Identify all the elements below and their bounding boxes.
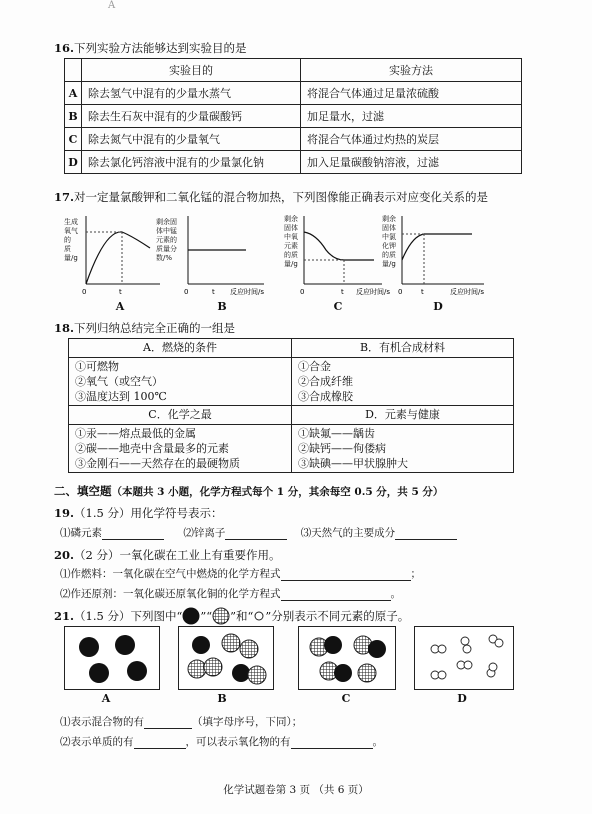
box-c-label: C: [341, 692, 351, 705]
svg-text:剩余: 剩余: [284, 215, 298, 223]
svg-text:剩余固: 剩余固: [156, 218, 177, 226]
table-row: [65, 128, 522, 151]
curve: [86, 232, 150, 284]
q21-sub-1: [60, 714, 302, 729]
graph-c-ylabel: [284, 214, 298, 268]
svg-text:中氯: 中氯: [382, 233, 396, 241]
cell-d-title: D．元素与健康: [292, 406, 514, 425]
particle-box-d: [414, 626, 514, 690]
grid-atom-icon: [212, 607, 230, 625]
x-axis-label: 反应时间/s: [230, 288, 265, 296]
table-row: [65, 151, 522, 174]
q19-text: （1.5 分）用化学符号表示：: [74, 506, 223, 520]
svg-text:的质: 的质: [382, 251, 396, 259]
svg-text:化钾: 化钾: [382, 242, 396, 250]
q20-item-1-text: ⑴作燃料：一氧化碳在空气中燃烧的化学方程式: [60, 568, 281, 580]
q20-item-2: [60, 586, 401, 601]
q20-item-2-end: 。: [390, 588, 401, 600]
cell-a-body: [69, 358, 292, 406]
answer-blank[interactable]: [225, 527, 287, 540]
answer-blank[interactable]: [395, 527, 457, 540]
particle-box-c: [298, 626, 396, 690]
cell-c-title: C．化学之最: [69, 406, 292, 425]
method-cell: 将混合气体通过灼热的炭层: [301, 128, 522, 151]
q17-stem: [54, 189, 488, 205]
cell-c-body: [69, 425, 292, 473]
q19-number: 19.: [54, 506, 75, 520]
option-letter: D: [65, 151, 82, 174]
q21-text-a: （1.5 分）下列图中“: [74, 609, 183, 623]
top-mark: A: [108, 0, 116, 11]
svg-text:元素: 元素: [284, 242, 298, 250]
q20-item-2-text: ⑵作还原剂：一氧化碳还原氧化铜的化学方程式: [60, 588, 281, 600]
q18-number: 18.: [54, 321, 75, 335]
q16-header-method: 实验方法: [301, 59, 522, 82]
q17-text: 对一定量氯酸钾和二氧化锰的混合物加热，下列图像能正确表示对应变化关系的是: [74, 190, 489, 204]
option-letter: B: [65, 105, 82, 128]
graph-b-label: B: [217, 300, 227, 313]
graph-d: [380, 210, 510, 300]
q18-table: [68, 338, 514, 473]
table-row: [65, 82, 522, 105]
q16-header-goal: 实验目的: [82, 59, 301, 82]
q16-number: 16.: [54, 41, 75, 55]
svg-text:质量分: 质量分: [156, 245, 177, 253]
answer-blank[interactable]: [291, 736, 373, 749]
origin-label: 0: [184, 288, 189, 296]
q21-stem: [54, 607, 409, 625]
q20-stem: [54, 547, 281, 563]
table-row: [65, 105, 522, 128]
graph-b-ylabel: [156, 217, 177, 262]
graph-d-label: D: [433, 300, 443, 313]
svg-text:量/g: 量/g: [382, 260, 396, 268]
q21-sub-2-text: ⑵表示单质的有: [60, 736, 134, 748]
svg-text:氧气: 氧气: [64, 227, 78, 235]
box-a-label: A: [101, 692, 111, 705]
q16-header-row: [65, 59, 522, 82]
method-cell: 加足量水，过滤: [301, 105, 522, 128]
cell-a-title: A．燃烧的条件: [69, 339, 292, 358]
answer-blank[interactable]: [281, 588, 391, 601]
list-item: ①可燃物: [75, 360, 119, 373]
svg-text:量/g: 量/g: [284, 260, 298, 268]
cell-b-body: [292, 358, 514, 406]
list-item: ②碳——地壳中含量最多的元素: [75, 442, 229, 455]
q19-stem: [54, 505, 222, 521]
svg-text:中氧: 中氧: [284, 233, 298, 241]
cell-b-title: B．有机合成材料: [292, 339, 514, 358]
option-letter: C: [65, 128, 82, 151]
cell-d-body: [292, 425, 514, 473]
list-item: ②合成纤维: [298, 375, 353, 388]
q21-sub-1-text: ⑴表示混合物的有: [60, 716, 144, 728]
list-item: ③温度达到 100℃: [75, 390, 167, 403]
x-axis-label: 反应时间/s: [450, 288, 485, 296]
method-cell: 将混合气体通过足量浓硫酸: [301, 82, 522, 105]
q21-text-c: ”和“: [230, 609, 254, 623]
q16-stem: [54, 40, 247, 56]
q19-item-2: ⑵锌离子: [183, 527, 226, 539]
svg-text:的: 的: [64, 236, 71, 244]
svg-text:元素的: 元素的: [156, 236, 177, 244]
method-cell: 加入足量碳酸钠溶液，过滤: [301, 151, 522, 174]
list-item: ①缺氟——龋齿: [298, 427, 375, 440]
q20-number: 20.: [54, 548, 75, 562]
svg-text:量/g: 量/g: [64, 254, 78, 262]
x-axis-label: 反应时间/s: [356, 288, 391, 296]
graph-a-ylabel: [64, 217, 78, 262]
answer-blank[interactable]: [281, 568, 411, 581]
svg-text:固体: 固体: [382, 224, 396, 232]
q21-sub-2-end: 。: [372, 736, 383, 748]
goal-cell: 除去氢气中混有的少量水蒸气: [82, 82, 301, 105]
particle-box-b: [178, 626, 274, 690]
tick-label: t: [421, 288, 424, 296]
q21-sub-1-note: （填字母序号，下同）；: [192, 716, 303, 728]
curve: [304, 232, 374, 260]
section-2-heading: [54, 483, 443, 499]
svg-text:固体: 固体: [284, 224, 298, 232]
graph-c-label: C: [333, 300, 343, 313]
q19-item-1: ⑴磷元素: [60, 527, 102, 539]
box-d-label: D: [457, 692, 467, 705]
tick-label: t: [119, 288, 122, 296]
q18-text: 下列归纳总结完全正确的一组是: [74, 321, 236, 335]
list-item: ①合金: [298, 360, 331, 373]
svg-text:的质: 的质: [284, 251, 298, 259]
q20-item-1-end: ；: [410, 568, 421, 580]
goal-cell: 除去生石灰中混有的少量碳酸钙: [82, 105, 301, 128]
origin-label: 0: [398, 288, 403, 296]
svg-text:数/%: 数/%: [156, 254, 173, 262]
graph-a-label: A: [115, 300, 125, 313]
svg-text:体中锰: 体中锰: [156, 227, 177, 235]
q16-table: [64, 58, 522, 174]
q20-item-1: [60, 566, 421, 581]
q17-number: 17.: [54, 190, 75, 204]
section-2-note: （本题共 3 小题，化学方程式每个 1 分，其余每空 0.5 分，共 5 分）: [111, 486, 444, 498]
tick-label: t: [341, 288, 344, 296]
white-atom-icon: [253, 610, 265, 622]
option-letter: A: [65, 82, 82, 105]
q21-number: 21.: [54, 609, 75, 623]
q18-stem: [54, 320, 235, 336]
page-footer: 化学试题卷第 3 页 （共 6 页）: [223, 784, 369, 796]
answer-blank[interactable]: [134, 736, 186, 749]
list-item: ②缺钙——佝偻病: [298, 442, 386, 455]
svg-text:生成: 生成: [64, 218, 78, 226]
q19-item-3: ⑶天然气的主要成分: [300, 527, 396, 539]
goal-cell: 除去氯化钙溶液中混有的少量氯化钠: [82, 151, 301, 174]
black-atom-icon: [182, 607, 200, 625]
q19-items: [60, 525, 457, 540]
box-b-label: B: [217, 692, 227, 705]
section-2-title: 二、填空题: [54, 484, 112, 498]
q20-text: （2 分）一氧化碳在工业上有重要作用。: [74, 548, 281, 562]
list-item: ③缺碘——甲状腺肿大: [298, 457, 408, 470]
graph-d-ylabel: [382, 214, 396, 268]
q21-sub-2-mid: ，可以表示氧化物的有: [185, 736, 291, 748]
curve: [402, 234, 472, 260]
list-item: ②氧气（或空气）: [75, 375, 163, 388]
q21-text-d: ”分别表示不同元素的原子。: [265, 609, 410, 623]
q16-header-blank: [65, 59, 82, 82]
origin-label: 0: [300, 288, 305, 296]
svg-text:剩余: 剩余: [382, 215, 396, 223]
q16-text: 下列实验方法能够达到实验目的是: [74, 41, 247, 55]
answer-blank[interactable]: [144, 716, 192, 729]
tick-label: t: [212, 288, 215, 296]
graph-b: [154, 210, 274, 300]
q21-sub-2: [60, 734, 383, 749]
list-item: ③金刚石——天然存在的最硬物质: [75, 457, 240, 470]
origin-label: 0: [82, 288, 87, 296]
list-item: ①汞——熔点最低的金属: [75, 427, 196, 440]
particle-box-a: [64, 626, 160, 690]
list-item: ③合成橡胶: [298, 390, 353, 403]
goal-cell: 除去氮气中混有的少量氧气: [82, 128, 301, 151]
q21-text-b: ”“: [200, 609, 213, 623]
answer-blank[interactable]: [102, 527, 164, 540]
svg-text:质: 质: [64, 245, 71, 253]
